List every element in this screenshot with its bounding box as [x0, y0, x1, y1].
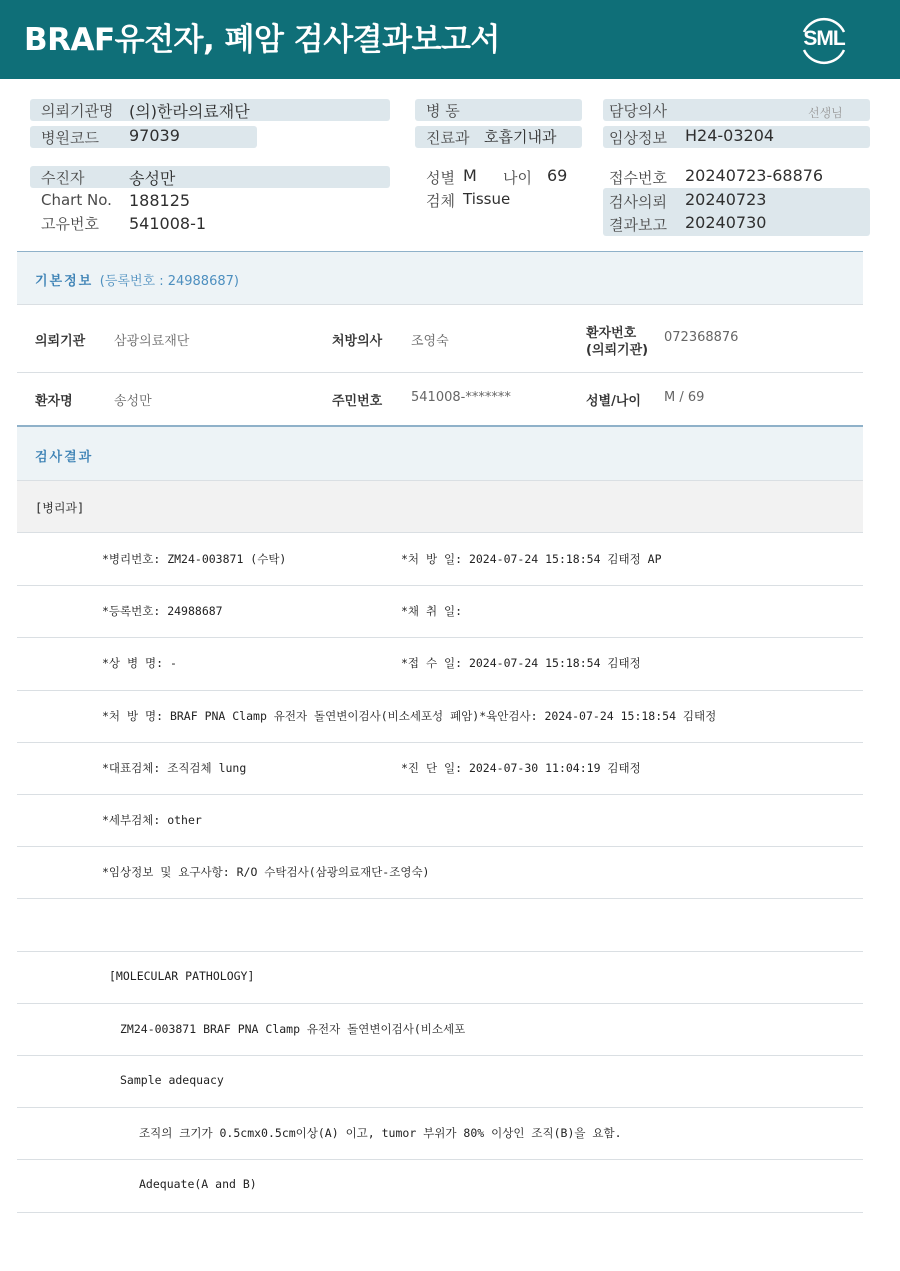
basic-info-title: 기본정보 (등록번호 : 24988687): [35, 274, 239, 289]
molecular-pathology-heading: [MOLECULAR PATHOLOGY]: [109, 968, 255, 983]
row-divider: [17, 1212, 863, 1213]
doctor-label: 담당의사: [609, 102, 667, 120]
org-value: 삼광의료재단: [114, 334, 190, 349]
result-field: *대표검체: 조직검체 lung: [102, 760, 247, 775]
logo-text: SML: [803, 27, 845, 50]
results-header: [17, 425, 863, 480]
receipt-value: 20240723-68876: [685, 166, 824, 185]
report-date-label: 결과보고: [609, 216, 667, 234]
report-header: [0, 0, 900, 79]
department-bar: [17, 481, 863, 533]
ssn-label: 주민번호: [332, 394, 383, 409]
org-label: 의뢰기관: [35, 334, 86, 349]
physician-label: 처방의사: [332, 334, 383, 349]
row-divider: [17, 532, 863, 533]
row-divider: [17, 898, 863, 899]
row-divider: [17, 1055, 863, 1056]
chart-no-value: 188125: [129, 191, 191, 210]
molecular-line: Adequate(A and B): [139, 1177, 257, 1192]
row-divider: [17, 794, 863, 795]
ward-label: 병 동: [426, 102, 460, 120]
chart-no-label: Chart No.: [41, 191, 112, 209]
divider: [17, 304, 863, 305]
department-label: [병리과]: [35, 501, 85, 515]
row-divider: [17, 585, 863, 586]
report-date-value: 20240730: [685, 213, 767, 232]
basic-info-header: [17, 251, 863, 304]
sex-age-label: 성별/나이: [586, 394, 641, 409]
patient-value: 송성만: [129, 169, 176, 188]
sex-age-value: M / 69: [664, 390, 705, 405]
row-divider: [17, 742, 863, 743]
unique-no-label: 고유번호: [41, 215, 99, 233]
result-field: *병리번호: ZM24-003871 (수탁): [102, 552, 287, 566]
result-field: *세부검체: other: [102, 813, 202, 827]
specimen-value: Tissue: [463, 190, 511, 208]
divider: [17, 372, 863, 373]
row-divider: [17, 846, 863, 847]
age-label: 나이: [503, 169, 532, 187]
requesting-org-value: (의)한라의료재단: [129, 102, 250, 121]
name-label: 환자명: [35, 394, 73, 409]
request-date-value: 20240723: [685, 190, 767, 209]
sml-logo: [796, 12, 852, 68]
patient-no-sublabel: (의뢰기관): [586, 343, 649, 358]
clinical-info-label: 임상정보: [609, 129, 667, 147]
clinical-info-value: H24-03204: [685, 126, 775, 145]
dept-value: 호흡기내과: [484, 128, 557, 146]
specimen-label: 검체: [426, 192, 455, 210]
doctor-suffix: 선생님: [808, 106, 843, 120]
patient-label: 수진자: [41, 169, 85, 187]
result-field: *채 취 일:: [401, 604, 463, 619]
hospital-code-label: 병원코드: [41, 129, 99, 147]
patient-no-label: 환자번호: [586, 326, 637, 341]
age-value: 69: [547, 166, 568, 185]
result-field: *등록번호: 24988687: [102, 604, 223, 619]
result-field: *접 수 일: 2024-07-24 15:18:54 김태정: [401, 656, 641, 671]
physician-value: 조영숙: [411, 334, 449, 349]
molecular-line: 조직의 크기가 0.5cmx0.5cm이상(A) 이고, tumor 부위가 80% 이상인 조직(B)을 요함.: [139, 1126, 622, 1141]
receipt-label: 접수번호: [609, 169, 667, 187]
name-value: 송성만: [114, 394, 152, 409]
sex-label: 성별: [426, 169, 455, 187]
hospital-code-value: 97039: [129, 126, 180, 145]
unique-no-value: 541008-1: [129, 214, 207, 233]
molecular-line: ZM24-003871 BRAF PNA Clamp 유전자 돌연변이검사(비소세포: [120, 1021, 466, 1036]
sex-value: M: [463, 166, 477, 185]
row-divider: [17, 1003, 863, 1004]
request-date-label: 검사의뢰: [609, 193, 667, 211]
requesting-org-label: 의뢰기관명: [41, 102, 114, 120]
result-field: *상 병 명: -: [102, 656, 177, 671]
result-field: *처 방 명: BRAF PNA Clamp 유전자 돌연변이검사(비소세포성 폐암)*육안검사: 2024-07-24 15:18:54 김태정: [102, 708, 717, 723]
row-divider: [17, 690, 863, 691]
result-field: *처 방 일: 2024-07-24 15:18:54 김태정 AP: [401, 552, 662, 566]
row-divider: [17, 637, 863, 638]
results-title: 검사결과: [35, 450, 94, 465]
report-title: BRAF유전자, 폐암 검사결과보고서: [24, 22, 500, 58]
row-divider: [17, 951, 863, 952]
ssn-value: 541008-*******: [411, 390, 511, 405]
dept-label: 진료과: [426, 129, 470, 147]
row-divider: [17, 1159, 863, 1160]
row-divider: [17, 1107, 863, 1108]
registration-number: (등록번호 : 24988687): [99, 274, 239, 289]
result-field: *진 단 일: 2024-07-30 11:04:19 김태정: [401, 760, 641, 775]
result-field: *임상정보 및 요구사항: R/O 수탁검사(삼광의료재단-조영숙): [102, 865, 430, 880]
patient-no-value: 072368876: [664, 330, 739, 345]
molecular-line: Sample adequacy: [120, 1073, 224, 1087]
